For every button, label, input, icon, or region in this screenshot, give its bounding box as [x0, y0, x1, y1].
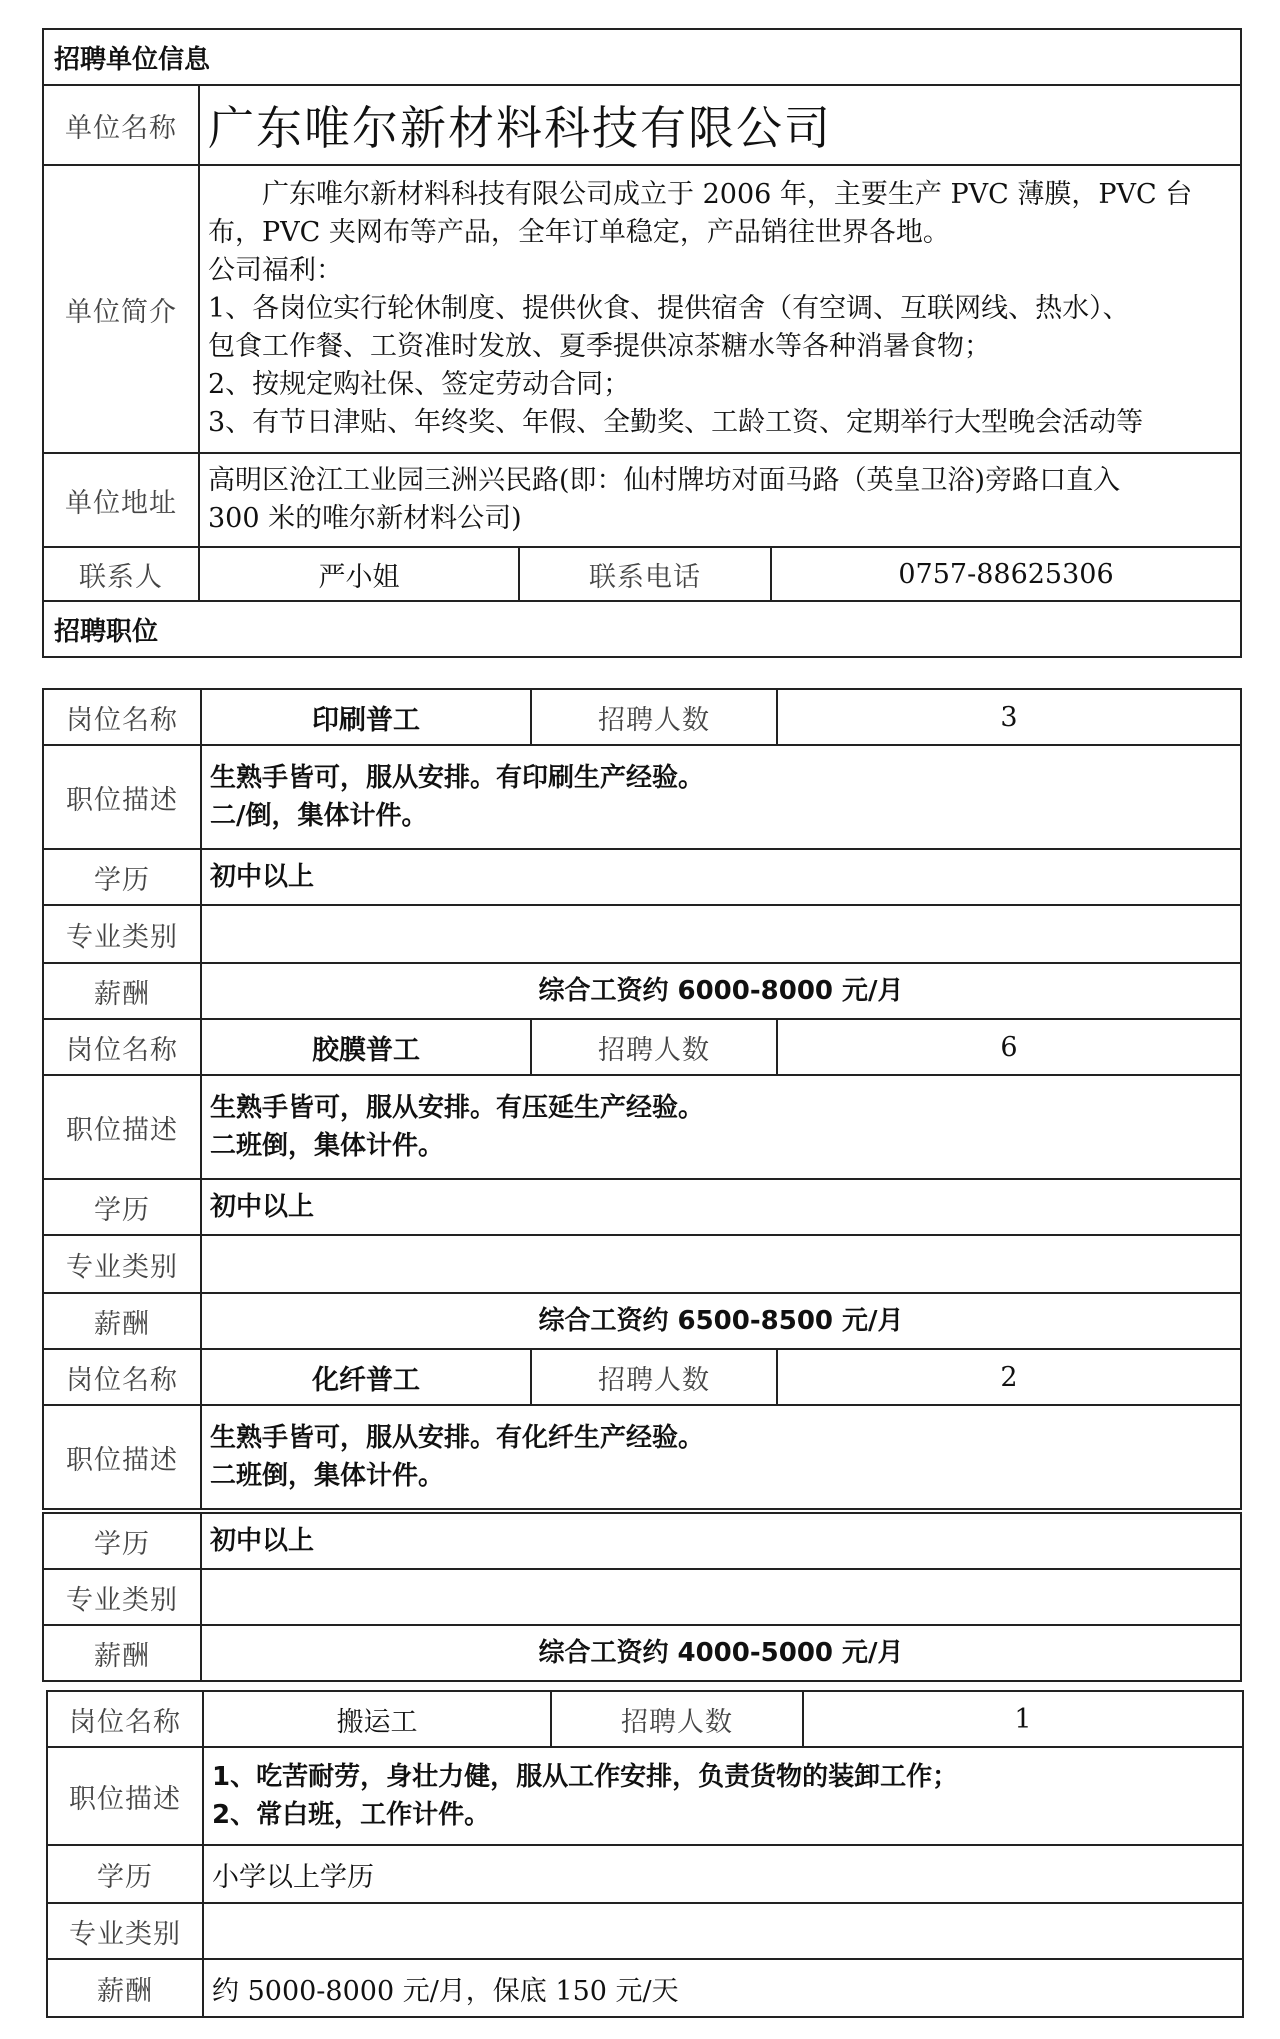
description-line: 1、吃苦耐劳，身壮力健，服从工作安排，负责货物的装卸工作； [212, 1762, 959, 1792]
major-label: 专业类别 [43, 1235, 201, 1293]
major-label: 专业类别 [47, 1903, 203, 1959]
job-major [201, 1235, 1241, 1293]
position-name-label: 岗位名称 [47, 1691, 203, 1747]
company-name: 广东唯尔新材料科技有限公司 [199, 85, 1241, 165]
description-label: 职位描述 [43, 1405, 201, 1509]
contact-name: 严小姐 [199, 547, 519, 601]
intro-line: 1、各岗位实行轮休制度、提供伙食、提供宿舍（有空调、互联网线、热水）、 [208, 293, 1130, 324]
job-major [201, 1569, 1241, 1625]
job-education: 小学以上学历 [203, 1845, 1243, 1903]
company-info-table [42, 28, 1242, 658]
intro-line: 3、有节日津贴、年终奖、年假、全勤奖、工龄工资、定期举行大型晚会活动等 [208, 407, 1144, 438]
headcount-label: 招聘人数 [551, 1691, 803, 1747]
job-salary: 综合工资约 6000-8000 元/月 [201, 963, 1241, 1019]
description-line: 2、常白班，工作计件。 [212, 1800, 491, 1830]
position-name-label: 岗位名称 [43, 689, 201, 745]
salary-label: 薪酬 [47, 1959, 203, 2017]
job-description [201, 1075, 1241, 1179]
company-address-label: 单位地址 [43, 453, 199, 547]
education-label: 学历 [47, 1845, 203, 1903]
contact-phone: 0757-88625306 [771, 547, 1241, 601]
description-label: 职位描述 [43, 745, 201, 849]
salary-label: 薪酬 [43, 963, 201, 1019]
company-name-label: 单位名称 [43, 85, 199, 165]
job-education: 初中以上 [201, 1179, 1241, 1235]
job-description [201, 1405, 1241, 1509]
job-education: 初中以上 [201, 1513, 1241, 1569]
job-headcount: 3 [777, 689, 1241, 745]
job-description [203, 1747, 1243, 1845]
phone-label: 联系电话 [519, 547, 771, 601]
headcount-label: 招聘人数 [531, 1349, 777, 1405]
job-title: 胶膜普工 [201, 1019, 531, 1075]
job-title: 搬运工 [203, 1691, 551, 1747]
description-line: 二班倒，集体计件。 [210, 1461, 445, 1491]
position-name-label: 岗位名称 [43, 1019, 201, 1075]
headcount-label: 招聘人数 [531, 1019, 777, 1075]
address-line: 300 米的唯尔新材料公司) [208, 503, 522, 534]
education-label: 学历 [43, 1513, 201, 1569]
description-line: 二/倒，集体计件。 [210, 801, 428, 831]
company-section-header: 招聘单位信息 [43, 29, 1241, 85]
intro-line: 2、按规定购社保、签定劳动合同； [208, 369, 631, 400]
intro-line: 包食工作餐、工资准时发放、夏季提供凉茶糖水等各种消暑食物； [208, 331, 991, 362]
salary-label: 薪酬 [43, 1293, 201, 1349]
position-name-label: 岗位名称 [43, 1349, 201, 1405]
company-intro [199, 165, 1241, 453]
headcount-label: 招聘人数 [531, 689, 777, 745]
job-major [201, 905, 1241, 963]
job-education: 初中以上 [201, 849, 1241, 905]
company-address [199, 453, 1241, 547]
intro-line: 布，PVC 夹网布等产品，全年订单稳定，产品销往世界各地。 [208, 217, 950, 248]
description-line: 生熟手皆可，服从安排。有化纤生产经验。 [210, 1423, 705, 1453]
contact-label: 联系人 [43, 547, 199, 601]
salary-label: 薪酬 [43, 1625, 201, 1681]
job-title: 化纤普工 [201, 1349, 531, 1405]
positions-section-header: 招聘职位 [43, 601, 1241, 657]
intro-line: 公司福利： [208, 255, 343, 286]
job-title: 印刷普工 [201, 689, 531, 745]
job-salary: 约 5000-8000 元/月，保底 150 元/天 [203, 1959, 1243, 2017]
job-headcount: 1 [803, 1691, 1243, 1747]
job-description [201, 745, 1241, 849]
description-label: 职位描述 [47, 1747, 203, 1845]
address-line: 高明区沧江工业园三洲兴民路(即：仙村牌坊对面马路（英皇卫浴)旁路口直入 [208, 465, 1121, 496]
description-line: 生熟手皆可，服从安排。有印刷生产经验。 [210, 763, 705, 793]
job-table-continued [42, 1512, 1242, 1682]
job-major [203, 1903, 1243, 1959]
job-headcount: 6 [777, 1019, 1241, 1075]
job-table [42, 688, 1242, 1510]
job-salary: 综合工资约 6500-8500 元/月 [201, 1293, 1241, 1349]
job-headcount: 2 [777, 1349, 1241, 1405]
job-table-last [46, 1690, 1244, 2018]
company-intro-label: 单位简介 [43, 165, 199, 453]
education-label: 学历 [43, 849, 201, 905]
description-line: 生熟手皆可，服从安排。有压延生产经验。 [210, 1093, 705, 1123]
description-label: 职位描述 [43, 1075, 201, 1179]
description-line: 二班倒，集体计件。 [210, 1131, 445, 1161]
job-salary: 综合工资约 4000-5000 元/月 [201, 1625, 1241, 1681]
education-label: 学历 [43, 1179, 201, 1235]
intro-line: 广东唯尔新材料科技有限公司成立于 2006 年，主要生产 PVC 薄膜，PVC 台 [208, 179, 1193, 210]
major-label: 专业类别 [43, 905, 201, 963]
major-label: 专业类别 [43, 1569, 201, 1625]
